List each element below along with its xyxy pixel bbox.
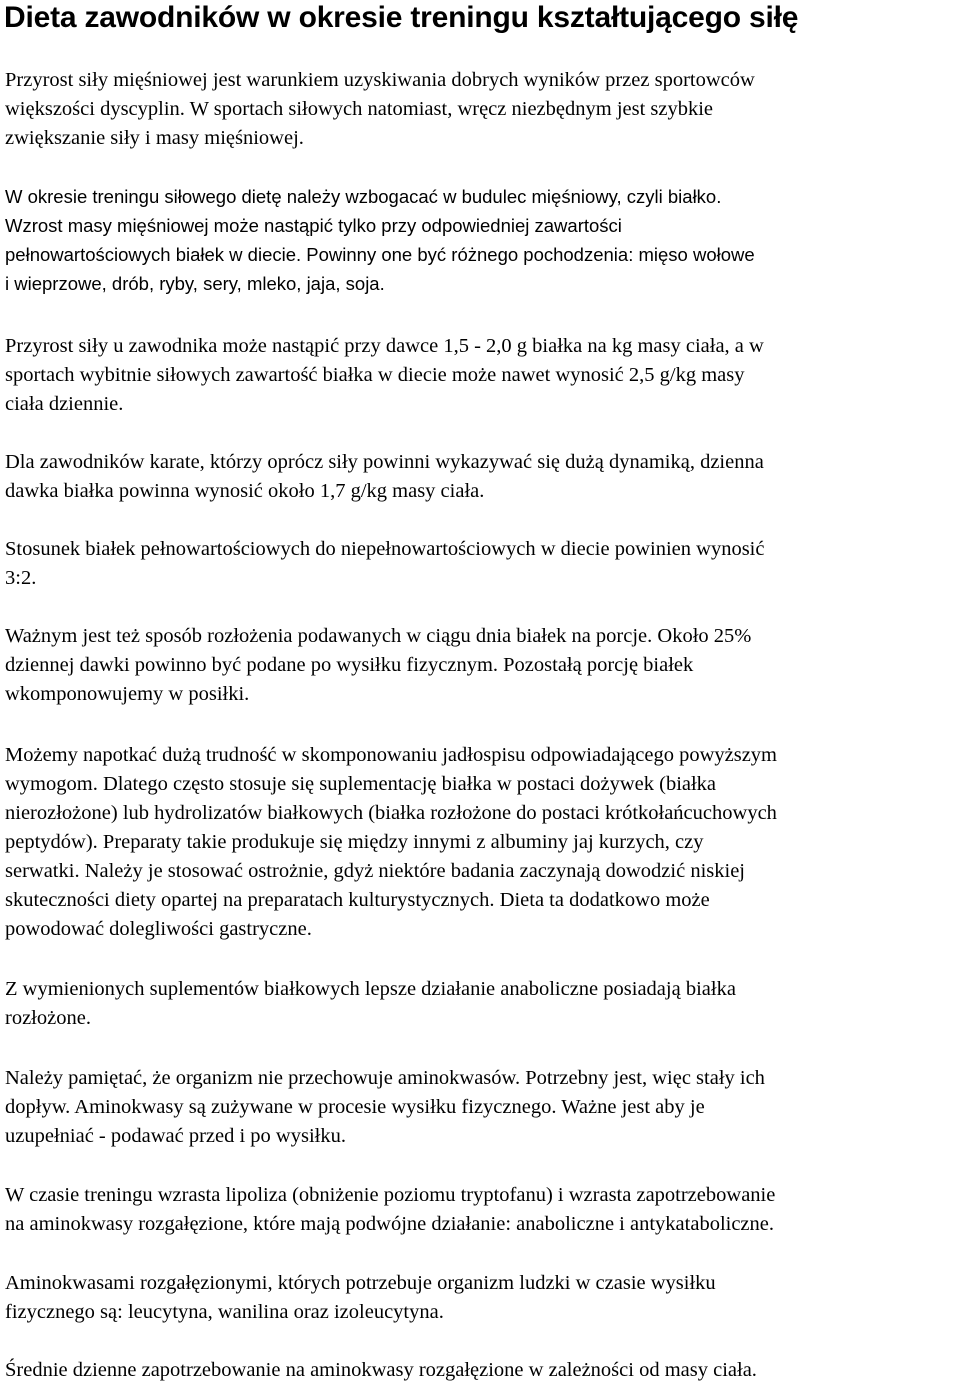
paragraph-1 bbox=[5, 66, 960, 153]
text-line: sportach wybitnie siłowych zawartość białka w diecie może nawet wynosić 2,5 g/kg masy bbox=[5, 364, 745, 386]
paragraph-4 bbox=[5, 448, 960, 506]
text-line: fizycznego są: leucytyna, wanilina oraz izoleucytyna. bbox=[5, 1301, 444, 1323]
text-line: W czasie treningu wzrasta lipoliza (obniżenie poziomu tryptofanu) i wzrasta zapotrzebowanie bbox=[5, 1184, 776, 1206]
text-line: rozłożone. bbox=[5, 1007, 91, 1029]
text-line: wymogom. Dlatego często stosuje się suplementację białka w postaci dożywek (białka bbox=[5, 773, 717, 795]
text-line: powodować dolegliwości gastryczne. bbox=[5, 918, 312, 940]
text-line: dopływ. Aminokwasy są zużywane w procesie wysiłku fizycznego. Ważne jest aby je bbox=[5, 1096, 705, 1118]
text-line: Aminokwasami rozgałęzionymi, których potrzebuje organizm ludzki w czasie wysiłku bbox=[5, 1272, 716, 1294]
paragraph-11 bbox=[5, 1269, 960, 1327]
text-line: Stosunek białek pełnowartościowych do niepełnowartościowych w diecie powinien wynosić bbox=[5, 538, 765, 560]
text-line: W okresie treningu siłowego dietę należy wzbogacać w budulec mięśniowy, czyli białko. bbox=[5, 186, 722, 207]
text-line: i wieprzowe, drób, ryby, sery, mleko, jaja, soja. bbox=[5, 273, 385, 294]
text-line: wkomponowujemy w posiłki. bbox=[5, 683, 250, 705]
paragraph-12 bbox=[5, 1356, 960, 1385]
text-line: Możemy napotkać dużą trudność w skomponowaniu jadłospisu odpowiadającego powyższym bbox=[5, 744, 777, 766]
paragraph-10 bbox=[5, 1181, 960, 1239]
text-line: większości dyscyplin. W sportach siłowych natomiast, wręcz niezbędnym jest szybkie bbox=[5, 98, 714, 120]
paragraph-6 bbox=[5, 622, 960, 709]
text-line: zwiększanie siły i masy mięśniowej. bbox=[5, 127, 304, 149]
page-title: Dieta zawodników w okresie treningu kształtującego siłę bbox=[4, 1, 799, 34]
text-line: Dla zawodników karate, którzy oprócz siły powinni wykazywać się dużą dynamiką, dzienna bbox=[5, 451, 764, 473]
text-line: 3:2. bbox=[5, 567, 37, 589]
text-line: Przyrost siły mięśniowej jest warunkiem uzyskiwania dobrych wyników przez sportowców bbox=[5, 69, 755, 91]
paragraph-9 bbox=[5, 1064, 960, 1151]
text-line: Z wymienionych suplementów białkowych lepsze działanie anaboliczne posiadają białka bbox=[5, 978, 736, 1000]
text-line: pełnowartościowych białek w diecie. Powinny one być różnego pochodzenia: mięso wołowe bbox=[5, 244, 755, 265]
paragraph-2 bbox=[5, 182, 960, 298]
text-line: uzupełniać - podawać przed i po wysiłku. bbox=[5, 1125, 346, 1147]
text-line: Ważnym jest też sposób rozłożenia podawanych w ciągu dnia białek na porcje. Około 25% bbox=[5, 625, 752, 647]
text-line: Średnie dzienne zapotrzebowanie na aminokwasy rozgałęzione w zależności od masy ciała. bbox=[5, 1359, 757, 1381]
text-line: nierozłożone) lub hydrolizatów białkowych (białka rozłożone do postaci krótkołańcuchowych bbox=[5, 802, 777, 824]
text-line: serwatki. Należy je stosować ostrożnie, gdyż niektóre badania zaczynają dowodzić niskiej bbox=[5, 860, 745, 882]
text-line: peptydów). Preparaty takie produkuje się między innymi z albuminy jaj kurzych, czy bbox=[5, 831, 704, 853]
text-line: Przyrost siły u zawodnika może nastąpić przy dawce 1,5 - 2,0 g białka na kg masy ciała, a w bbox=[5, 335, 764, 357]
text-line: skuteczności diety opartej na preparatach kulturystycznych. Dieta ta dodatkowo może bbox=[5, 889, 710, 911]
paragraph-3 bbox=[5, 332, 960, 419]
text-line: ciała dziennie. bbox=[5, 393, 124, 415]
paragraph-5 bbox=[5, 535, 960, 593]
text-line: dziennej dawki powinno być podane po wysiłku fizycznym. Pozostałą porcję białek bbox=[5, 654, 694, 676]
text-line: na aminokwasy rozgałęzione, które mają podwójne działanie: anaboliczne i antykataboliczne. bbox=[5, 1213, 775, 1235]
paragraph-7 bbox=[5, 741, 960, 944]
paragraph-8 bbox=[5, 975, 960, 1033]
text-line: Należy pamiętać, że organizm nie przechowuje aminokwasów. Potrzebny jest, więc stały ich bbox=[5, 1067, 765, 1089]
text-line: Wzrost masy mięśniowej może nastąpić tylko przy odpowiedniej zawartości bbox=[5, 215, 622, 236]
text-line: dawka białka powinna wynosić około 1,7 g/kg masy ciała. bbox=[5, 480, 485, 502]
